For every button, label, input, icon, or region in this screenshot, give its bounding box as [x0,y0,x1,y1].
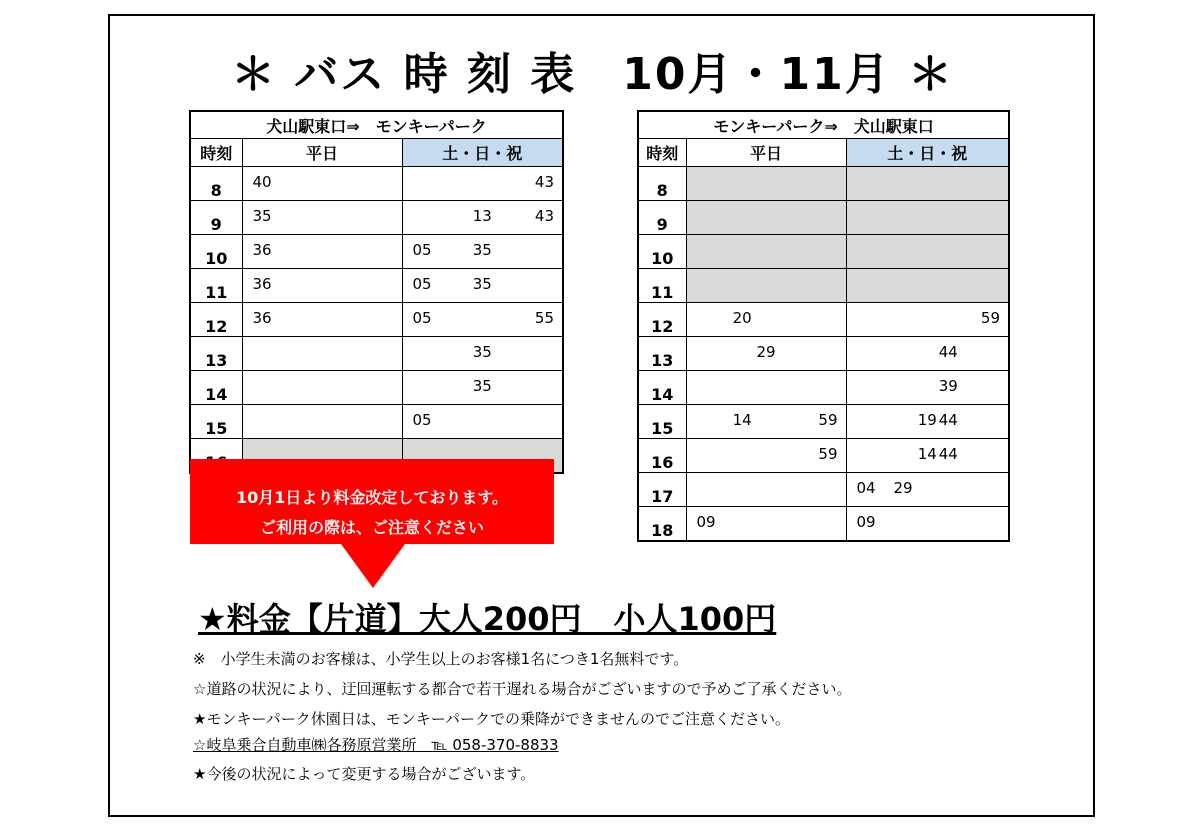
timetable-monkeypark-to-inuyama [637,110,1010,542]
weekend-cell [846,473,1009,507]
departure-minute: 59 [980,309,1000,327]
departure-minute: 29 [893,479,913,497]
weekend-cell [846,439,1009,473]
table-row [638,405,1009,439]
table-row [638,507,1009,542]
departure-minute: 35 [472,241,492,259]
weekend-cell [402,303,563,337]
departure-minute: 19 [917,411,937,429]
hour-cell: 15 [190,405,242,439]
departure-minute: 40 [252,173,272,191]
table-row [190,235,563,269]
departure-minute: 35 [472,377,492,395]
departure-minute: 35 [252,207,272,225]
weekend-cell [846,167,1009,201]
weekday-cell [242,269,402,303]
weekday-cell [686,167,846,201]
hour-cell: 9 [190,201,242,235]
weekend-cell [402,201,563,235]
weekday-cell [242,371,402,405]
notice-line: 10月1日より料金改定しております。 [235,488,509,507]
departure-minute: 20 [732,309,752,327]
departure-minute: 36 [252,241,272,259]
hour-cell: 17 [638,473,686,507]
weekday-cell [686,405,846,439]
weekend-cell [402,235,563,269]
weekday-cell [686,201,846,235]
table-row [190,303,563,337]
weekday-header: 平日 [686,139,846,167]
weekday-cell [686,269,846,303]
hour-header: 時刻 [190,139,242,167]
fare-info: ★料金【片道】大人200円 小人100円 [198,600,777,638]
table-row [638,337,1009,371]
weekend-cell [402,337,563,371]
table-row [638,439,1009,473]
weekday-header: 平日 [242,139,402,167]
fare-change-notice [190,459,554,544]
departure-minute: 05 [412,275,432,293]
departure-minute: 29 [756,343,776,361]
table-row [638,201,1009,235]
departure-minute: 04 [856,479,876,497]
weekend-cell [402,371,563,405]
hour-cell: 12 [190,303,242,337]
weekday-cell [686,507,846,542]
departure-minute: 05 [412,411,432,429]
departure-minute: 14 [917,445,937,463]
page-title: ＊ バス 時 刻 表 10月・11月 ＊ [230,49,955,100]
weekend-cell [846,337,1009,371]
weekday-cell [686,371,846,405]
timetable-inuyama-to-monkeypark [189,110,564,474]
table-row [638,167,1009,201]
hour-cell: 11 [638,269,686,303]
weekend-cell [846,507,1009,542]
note-line: ★今後の状況によって変更する場合がございます。 [193,765,536,783]
weekday-cell [242,405,402,439]
departure-minute: 36 [252,275,272,293]
table-row [638,473,1009,507]
table-row [190,371,563,405]
weekend-cell [846,405,1009,439]
departure-minute: 44 [938,445,958,463]
weekday-cell [242,337,402,371]
weekend-cell [402,269,563,303]
weekend-cell [846,269,1009,303]
weekend-cell [846,303,1009,337]
weekday-cell [686,439,846,473]
note-line: ★モンキーパーク休園日は、モンキーパークでの乗降ができませんのでご注意ください。 [193,710,790,728]
weekday-cell [242,235,402,269]
departure-minute: 59 [818,411,838,429]
departure-minute: 39 [938,377,958,395]
table-row [190,405,563,439]
table-row [190,201,563,235]
route-title: 犬山駅東口⇒ モンキーパーク [190,111,563,139]
departure-minute: 13 [472,207,492,225]
departure-minute: 44 [938,411,958,429]
hour-cell: 9 [638,201,686,235]
weekday-cell [686,473,846,507]
weekend-header: 土・日・祝 [846,139,1009,167]
hour-cell: 10 [638,235,686,269]
hour-cell: 18 [638,507,686,542]
weekday-cell [686,235,846,269]
table-row [190,269,563,303]
weekend-header: 土・日・祝 [402,139,563,167]
down-arrow-icon [341,544,405,588]
departure-minute: 35 [472,343,492,361]
note-line: ☆道路の状況により、迂回運転する都合で若干遅れる場合がございますので予めご了承ください。 [193,680,852,698]
hour-cell: 13 [638,337,686,371]
hour-header: 時刻 [638,139,686,167]
departure-minute: 59 [818,445,838,463]
weekend-cell [846,371,1009,405]
notice-line: ご利用の際は、ご注意ください [259,518,484,537]
departure-minute: 14 [732,411,752,429]
table-row [638,371,1009,405]
departure-minute: 43 [534,207,554,225]
hour-cell: 16 [638,439,686,473]
table-row [638,303,1009,337]
weekend-cell [402,167,563,201]
table-row [190,337,563,371]
hour-cell: 15 [638,405,686,439]
departure-minute: 44 [938,343,958,361]
hour-cell: 13 [190,337,242,371]
departure-minute: 05 [412,309,432,327]
weekend-cell [846,235,1009,269]
departure-minute: 05 [412,241,432,259]
hour-cell: 14 [638,371,686,405]
weekday-cell [242,167,402,201]
hour-cell: 11 [190,269,242,303]
hour-cell: 10 [190,235,242,269]
table-row [190,167,563,201]
weekday-cell [686,303,846,337]
departure-minute: 09 [696,513,716,531]
weekday-cell [242,303,402,337]
departure-minute: 55 [534,309,554,327]
departure-minute: 35 [472,275,492,293]
departure-minute: 43 [534,173,554,191]
weekday-cell [686,337,846,371]
table-row [638,235,1009,269]
hour-cell: 12 [638,303,686,337]
weekend-cell [846,201,1009,235]
departure-minute: 09 [856,513,876,531]
table-row [638,269,1009,303]
note-line: ※ 小学生未満のお客様は、小学生以上のお客様1名につき1名無料です。 [193,650,689,668]
hour-cell: 8 [638,167,686,201]
departure-minute: 36 [252,309,272,327]
hour-cell: 14 [190,371,242,405]
route-title: モンキーパーク⇒ 犬山駅東口 [638,111,1009,139]
weekend-cell [402,405,563,439]
weekday-cell [242,201,402,235]
contact-line: ☆岐阜乗合自動車㈱各務原営業所 ℡ 058-370-8833 [193,736,559,754]
hour-cell: 8 [190,167,242,201]
